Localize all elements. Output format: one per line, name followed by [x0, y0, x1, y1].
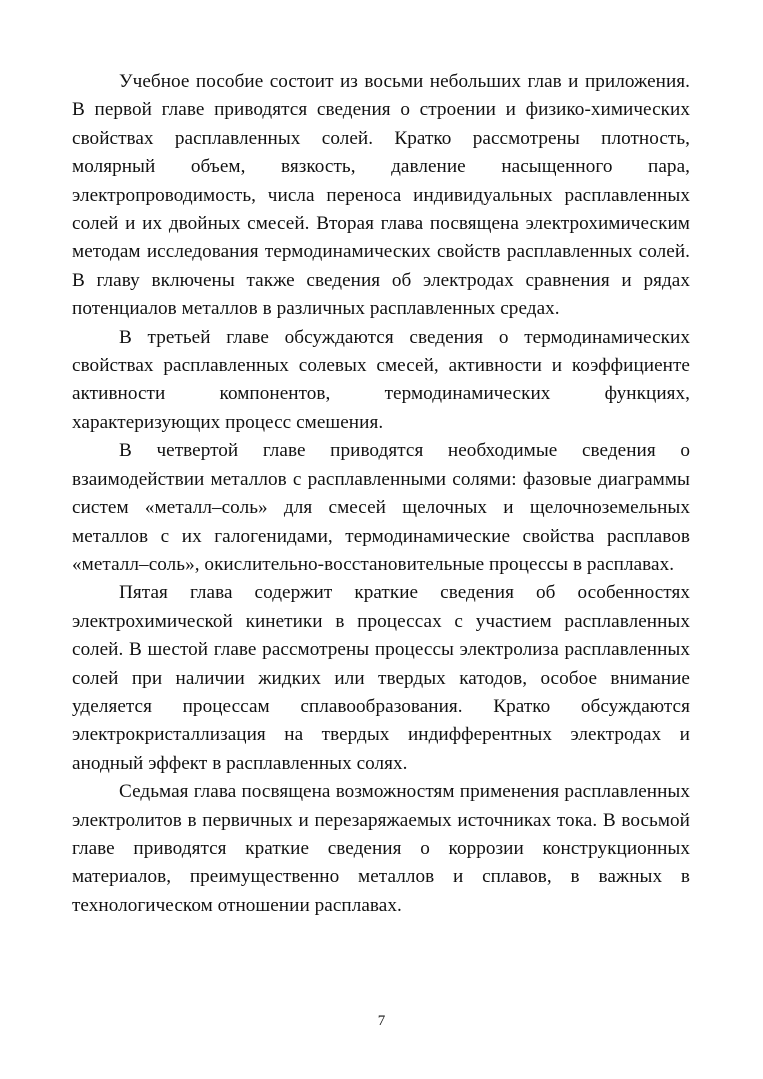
paragraph-2: В третьей главе обсуждаются сведения о термодинамических свойствах расплавленных солевых смесей, активности и коэффициенте активности компонентов, термодинамических функциях, характеризующих процесс смешения. [72, 326, 690, 433]
paragraph-1: Учебное пособие состоит из восьми небольших глав и приложения. В первой главе приводятся сведения о строении и физико-химических свойствах расплавленных солей. Кратко рассмотрены плотность, молярный объем, вязкость, давление насыщенного пара, электропроводимость, числа переноса индивидуальных расплавленных солей и их двойных смесей. Вторая глава посвящена электрохимическим методам исследования термодинамических свойств расплавленных солей. В главу включены также сведения об электродах сравнения и рядах потенциалов металлов в различных расплавленных средах. [72, 71, 690, 320]
page-number: 7 [377, 1013, 386, 1029]
paragraph-4: Пятая глава содержит краткие сведения об особенностях электрохимической кинетики в процессах с участием расплавленных солей. В шестой главе рассмотрены процессы электролиза расплавленных солей при наличии жидких или твердых катодов, особое внимание уделяется процессам сплавообразования. Кратко обсуждаются электрокристаллизация на твердых индифферентных электродах и анодный эффект в расплавленных солях. [72, 582, 690, 774]
paragraph-5: Седьмая глава посвящена возможностям применения расплавленных электролитов в первичных и перезаряжаемых источниках тока. В восьмой главе приводятся краткие сведения о коррозии конструкционных материалов, преимущественно металлов и сплавов, в важных в технологическом отношении расплавах. [72, 781, 690, 916]
page-body [72, 68, 690, 920]
paragraph-3: В четвертой главе приводятся необходимые сведения о взаимодействии металлов с расплавленными солями: фазовые диаграммы систем «металл–соль» для смесей щелочных и щелочноземельных металлов с их галогенидами, термодинамические свойства расплавов «металл–соль», окислительно-восстановительные процессы в расплавах. [72, 440, 690, 575]
